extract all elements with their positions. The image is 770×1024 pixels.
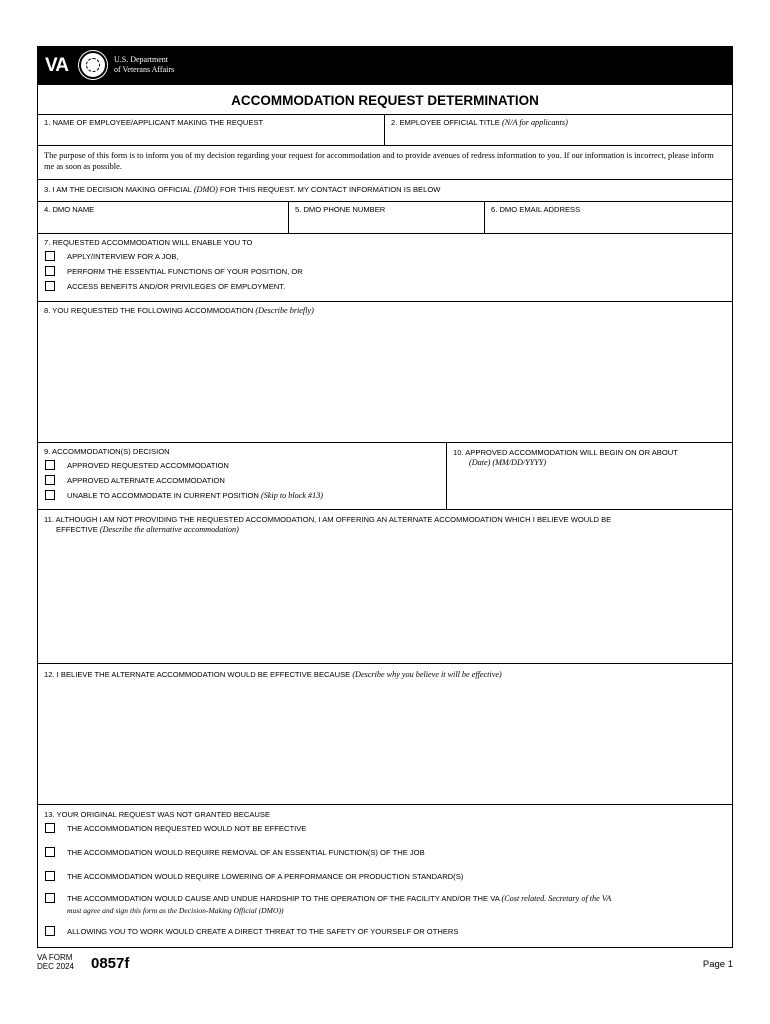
checkbox[interactable] [45, 266, 55, 276]
block-8-requested-accommodation[interactable]: 8. YOU REQUESTED THE FOLLOWING ACCOMMODATION (Describe briefly) [38, 301, 732, 442]
option-lowering-standard[interactable]: THE ACCOMMODATION WOULD REQUIRE LOWERING OF A PERFORMANCE OR PRODUCTION STANDARD(S) [45, 871, 463, 883]
checkbox[interactable] [45, 847, 55, 857]
dmo-name-field[interactable]: 4. DMO NAME [44, 205, 95, 214]
block-10-begin-date[interactable]: 10. APPROVED ACCOMMODATION WILL BEGIN ON OR ABOUT (Date) (MM/DD/YYYY) [446, 443, 732, 509]
form-container [37, 46, 733, 948]
checkbox[interactable] [45, 893, 55, 903]
checkbox[interactable] [45, 490, 55, 500]
option-undue-hardship[interactable]: THE ACCOMMODATION WOULD CAUSE AND UNDUE HARDSHIP TO THE OPERATION OF THE FACILITY AND/OR THE VA (Cost related. Secretary of the VA [45, 893, 611, 905]
option-access-benefits[interactable]: ACCESS BENEFITS AND/OR PRIVILEGES OF EMPLOYMENT. [45, 281, 285, 293]
block-7-enable: 7. REQUESTED ACCOMMODATION WILL ENABLE YOU TO APPLY/INTERVIEW FOR A JOB, PERFORM THE ESSENTIAL FUNCTIONS OF YOUR POSITION, OR ACCESS BENEFITS AND/OR PRIVILEGES OF EMPLOYMENT. [38, 233, 732, 301]
checkbox[interactable] [45, 871, 55, 881]
purpose-statement: The purpose of this form is to inform you of my decision regarding your request for accommodation and to provide avenues of redress information to you. If our information is incorrect, please inform me as soon as possible. [38, 145, 732, 179]
dmo-phone-field[interactable]: 5. DMO PHONE NUMBER [288, 202, 484, 233]
checkbox[interactable] [45, 823, 55, 833]
block-9-decision: 9. ACCOMMODATION(S) DECISION APPROVED REQUESTED ACCOMMODATION APPROVED ALTERNATE ACCOMMODATION UNABLE TO ACCOMMODATE IN CURRENT POSITION (Skip to block #13) [44, 447, 324, 500]
option-removal-essential-function[interactable]: THE ACCOMMODATION WOULD REQUIRE REMOVAL OF AN ESSENTIAL FUNCTION(S) OF THE JOB [45, 847, 425, 859]
block-12-effective-because[interactable]: 12. I BELIEVE THE ALTERNATE ACCOMMODATION WOULD BE EFFECTIVE BECAUSE (Describe why you believe it will be effective) [38, 663, 732, 804]
form-title: ACCOMMODATION REQUEST DETERMINATION [231, 93, 539, 108]
checkbox[interactable] [45, 460, 55, 470]
checkbox[interactable] [45, 281, 55, 291]
page-number: Page 1 [702, 959, 733, 970]
header-banner [38, 47, 732, 85]
row-dmo-contact [38, 201, 732, 233]
checkbox[interactable] [45, 926, 55, 936]
option-direct-threat[interactable]: ALLOWING YOU TO WORK WOULD CREATE A DIRECT THREAT TO THE SAFETY OF YOURSELF OR OTHERS [45, 926, 458, 938]
block-11-alternate-accommodation[interactable]: 11. ALTHOUGH I AM NOT PROVIDING THE REQUESTED ACCOMMODATION, I AM OFFERING AN ALTERNATE ACCOMMODATION WHICH I BELIEVE WOULD BE EFFECTIVE (Describe the alternative accommodation) [38, 509, 732, 663]
dmo-email-field[interactable]: 6. DMO EMAIL ADDRESS [484, 202, 732, 233]
va-seal-icon [79, 51, 107, 79]
hardship-note-line2: must agree and sign this form as the Decision-Making Official (DMO)) [67, 906, 284, 915]
option-approved-requested[interactable]: APPROVED REQUESTED ACCOMMODATION [45, 460, 229, 472]
checkbox[interactable] [45, 475, 55, 485]
employee-title-field[interactable]: 2. EMPLOYEE OFFICIAL TITLE (N/A for applicants) [384, 115, 732, 145]
block-13-not-granted: 13. YOUR ORIGINAL REQUEST WAS NOT GRANTED BECAUSE THE ACCOMMODATION REQUESTED WOULD NOT BE EFFECTIVE THE ACCOMMODATION WOULD REQUIRE REMOVAL OF AN ESSENTIAL FUNCTION(S) OF THE JOB THE ACCOMMODATION WOULD REQUIRE LOWERING OF A PERFORMANCE OR PRODUCTION STANDARD(S) THE ACCOMMODATION WOULD CAUSE AND UNDUE HARDSHIP TO THE OPERATION OF THE FACILITY AND/OR THE VA (Cost related. Secretary of the VA must agree and sign this form as the Decision-Making Official (DMO)) ALLOWING YOU TO WORK WOULD CREATE A DIRECT THREAT TO THE SAFETY OF YOURSELF OR OTHERS [38, 804, 732, 947]
option-apply-interview[interactable]: APPLY/INTERVIEW FOR A JOB, [45, 251, 179, 263]
option-not-effective[interactable]: THE ACCOMMODATION REQUESTED WOULD NOT BE EFFECTIVE [45, 823, 306, 835]
row-dmo-statement: 3. I AM THE DECISION MAKING OFFICIAL (DMO) FOR THIS REQUEST. MY CONTACT INFORMATION IS BELOW [38, 179, 732, 201]
option-perform-functions[interactable]: PERFORM THE ESSENTIAL FUNCTIONS OF YOUR POSITION, OR [45, 266, 303, 278]
checkbox[interactable] [45, 251, 55, 261]
employee-name-field[interactable]: 1. NAME OF EMPLOYEE/APPLICANT MAKING THE REQUEST [44, 118, 264, 127]
option-approved-alternate[interactable]: APPROVED ALTERNATE ACCOMMODATION [45, 475, 225, 487]
form-number: 0857f [91, 955, 130, 972]
footer-form-label: VA FORM DEC 2024 [37, 953, 74, 971]
va-logo: VA [45, 55, 68, 76]
row-decision [38, 442, 732, 509]
row-name-title [38, 114, 732, 145]
department-name: U.S. Department of Veterans Affairs [114, 55, 175, 74]
option-unable-to-accommodate[interactable]: UNABLE TO ACCOMMODATE IN CURRENT POSITION (Skip to block #13) [45, 490, 323, 502]
